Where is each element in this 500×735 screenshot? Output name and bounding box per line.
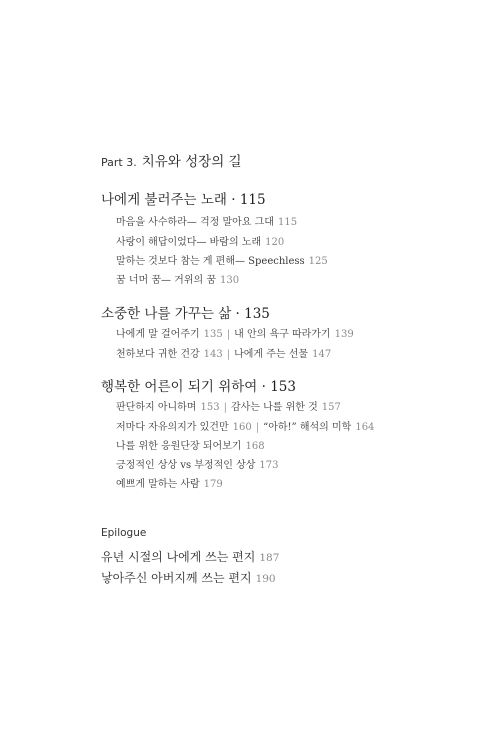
epilogue-label: Epilogue — [101, 527, 147, 539]
epilogue-entry — [101, 569, 276, 586]
entry-page: 143 — [203, 349, 223, 360]
entry-page: 120 — [265, 237, 285, 248]
entry-page: 130 — [220, 275, 240, 286]
entry-title: 저마다 자유의지가 있건만 — [116, 422, 229, 433]
entry-separator: | — [223, 402, 227, 413]
toc-entry-pair — [116, 398, 341, 413]
entry-page: 190 — [255, 573, 276, 585]
epilogue-entry — [101, 548, 279, 565]
entry-page: 179 — [203, 479, 223, 490]
entry-page: 160 — [232, 422, 252, 433]
entry-page: 153 — [200, 402, 220, 413]
section-heading — [101, 302, 270, 323]
part-heading — [101, 150, 242, 171]
entry-title: 감사는 나를 위한 것 — [230, 402, 318, 413]
entry-title: “아하!” 해석의 미학 — [263, 422, 352, 433]
entry-page: 168 — [245, 441, 265, 452]
toc-entry — [116, 252, 328, 267]
entry-title: 예쁘게 말하는 사람 — [116, 479, 200, 490]
entry-page: 164 — [355, 422, 375, 433]
toc-entry — [116, 213, 297, 228]
entry-page: 157 — [321, 402, 341, 413]
entry-title: 나를 위한 응원단장 되어보기 — [116, 441, 242, 452]
part-title: 치유와 성장의 길 — [141, 154, 242, 170]
toc-entry-pair — [116, 325, 354, 340]
entry-title: 나에게 말 걸어주기 — [116, 329, 200, 340]
toc-entry — [116, 475, 223, 490]
toc-entry — [116, 437, 265, 452]
section-heading — [101, 375, 296, 396]
part-label: Part 3. — [101, 156, 137, 169]
entry-page: 187 — [259, 552, 280, 564]
entry-page: 139 — [334, 329, 354, 340]
toc-entry-pair — [116, 418, 374, 433]
entry-title: 낳아주신 아버지께 쓰는 편지 — [101, 571, 252, 585]
toc-entry — [116, 456, 279, 471]
section-title: 나에게 불러주는 노래 · 115 — [101, 192, 266, 208]
entry-title: 내 안의 욕구 따라가기 — [234, 329, 331, 340]
entry-title: 사랑이 해답이었다— 바람의 노래 — [116, 237, 262, 248]
entry-page: 173 — [259, 460, 279, 471]
entry-page: 135 — [203, 329, 223, 340]
entry-title: 말하는 것보다 참는 게 편해— Speechless — [116, 256, 305, 267]
entry-separator: | — [226, 349, 231, 360]
entry-title: 유년 시절의 나에게 쓰는 편지 — [101, 550, 256, 564]
section-title: 행복한 어른이 되기 위하여 · 153 — [101, 379, 296, 395]
entry-title: 나에게 주는 선물 — [234, 349, 309, 360]
entry-separator: | — [255, 422, 260, 433]
entry-page: 125 — [308, 256, 328, 267]
section-heading — [101, 188, 266, 209]
entry-title: 꿈 너머 꿈— 거위의 꿈 — [116, 275, 216, 286]
section-title: 소중한 나를 가꾸는 삶 · 135 — [101, 306, 270, 322]
toc-entry — [116, 233, 284, 248]
entry-title: 천하보다 귀한 건강 — [116, 349, 200, 360]
toc-entry-pair — [116, 345, 331, 360]
entry-page: 147 — [312, 349, 332, 360]
entry-title: 마음을 사수하라— 걱정 말아요 그대 — [116, 217, 274, 228]
entry-page: 115 — [277, 217, 298, 228]
toc-entry — [116, 271, 239, 286]
entry-separator: | — [226, 329, 231, 340]
entry-title: 긍정적인 상상 vs 부정적인 상상 — [116, 460, 256, 471]
entry-title: 판단하지 아니하며 — [116, 402, 197, 413]
